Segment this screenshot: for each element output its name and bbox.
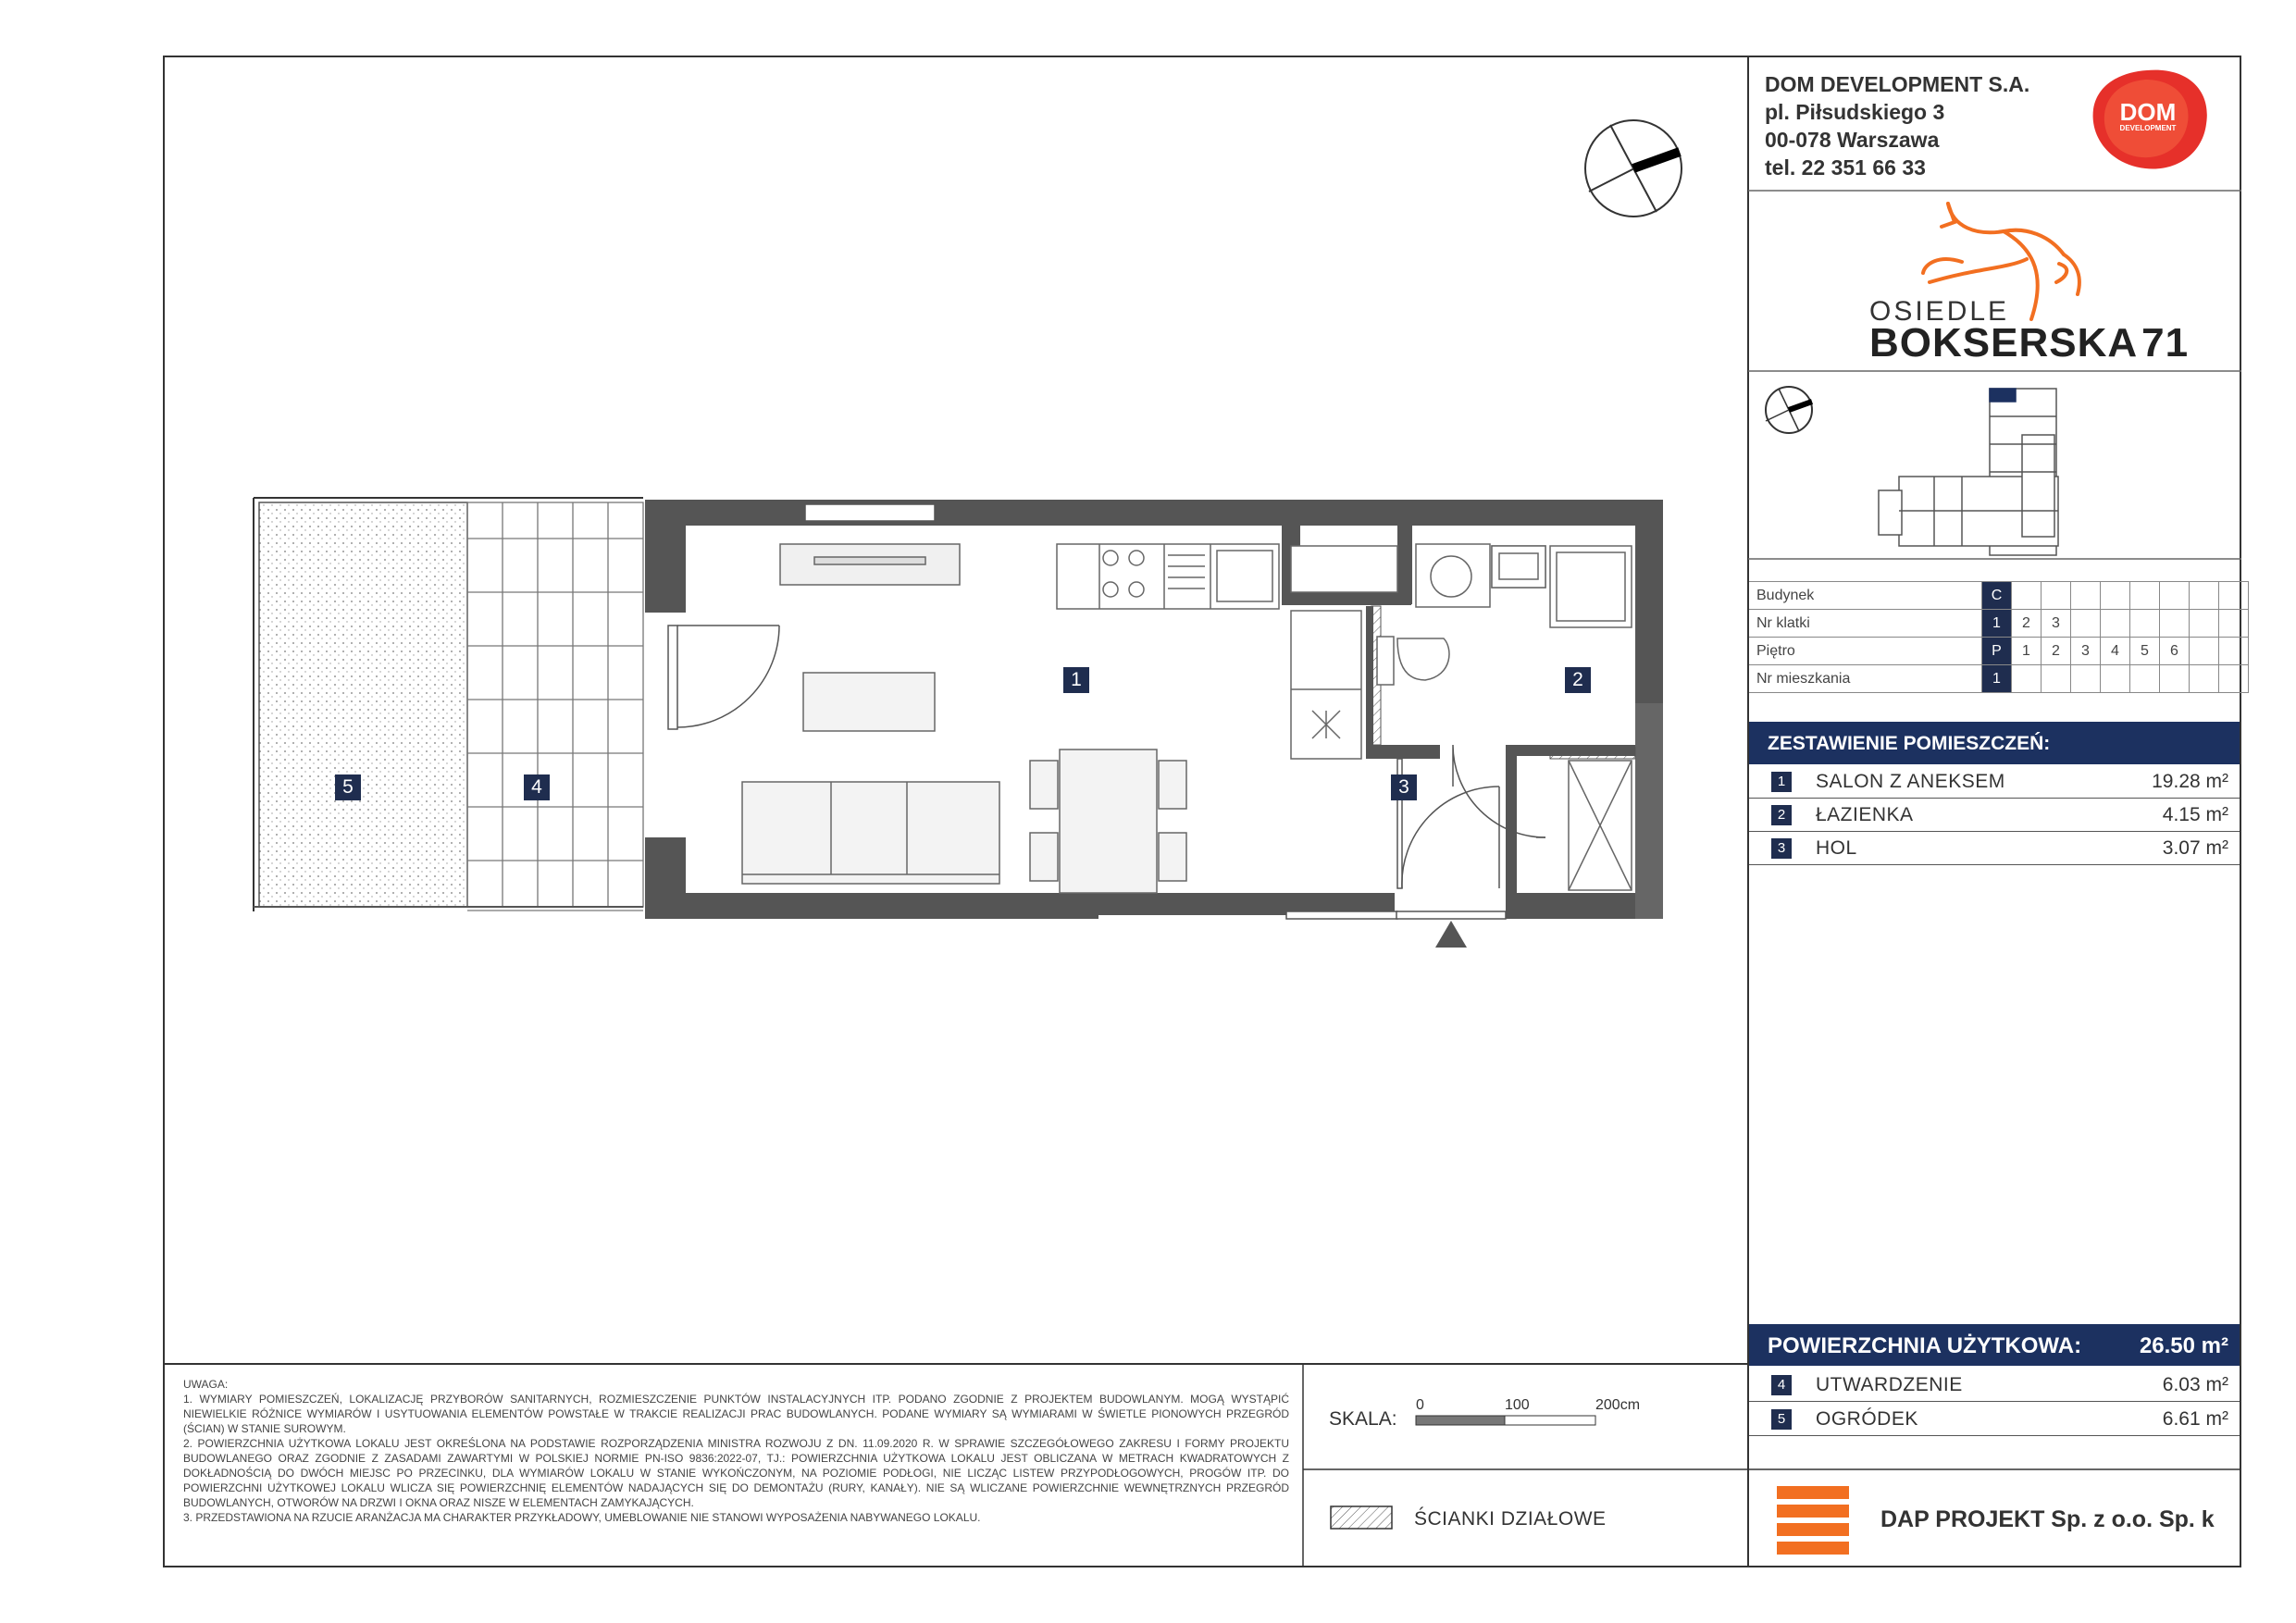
room-row (1749, 799, 2240, 832)
room-label-5: 5 (335, 774, 361, 800)
room-area: 3.07 m² (2162, 837, 2228, 859)
pietro-value-p: P (1982, 638, 2012, 665)
pietro-value-6: 6 (2160, 638, 2190, 665)
room-area: 4.15 m² (2162, 804, 2228, 825)
budynek-row (1749, 582, 2249, 610)
klatka-value-2: 2 (2012, 610, 2042, 638)
hatch-legend-swatch (1331, 1506, 1392, 1529)
scale-bar (1416, 1416, 1595, 1425)
scale-tick-200: 200cm (1595, 1397, 1641, 1413)
klatka-value-1: 1 (1982, 610, 2012, 638)
scale-tick-100: 100 (1505, 1397, 1530, 1413)
room-label-1: 1 (1063, 667, 1089, 693)
budynek-label: Budynek (1749, 582, 1982, 610)
dom-logo-text: DOM (2119, 98, 2177, 126)
extra-area: 6.61 m² (2162, 1408, 2228, 1430)
pietro-value-4: 4 (2101, 638, 2130, 665)
bathroom-fixtures (1377, 544, 1632, 890)
powierzchnia-value: 26.50 m² (2139, 1333, 2228, 1358)
pietro-value-2: 2 (2042, 638, 2071, 665)
company-address (1765, 70, 2029, 181)
notes-block (183, 1377, 1289, 1525)
room-label-3: 3 (1391, 774, 1417, 800)
room-name: HOL (1816, 837, 1857, 859)
project-name-text: BOKSERSKA (1869, 320, 2139, 365)
terrace-area (467, 502, 643, 907)
extra-name: OGRÓDEK (1816, 1408, 1918, 1430)
klatka-label: Nr klatki (1749, 610, 1982, 638)
extra-row (1749, 1369, 2240, 1402)
note-item: 1. WYMIARY POMIESZCZEŃ, LOKALIZACJĘ PRZYBORÓW SANITARNYCH, ROZMIESZCZENIE PUNKTÓW INSTALACYJNYCH ITP. PODANO ZGODNIE Z PROJEKTEM BUDOWLANYM. MOGĄ WYSTĄPIĆ NIEWIELKIE RÓŻNICE WYMIARÓW I USYTUOWANIA ELEMENTÓW POWSTAŁE W TRAKCIE REALIZACJI PRAC BUDOWLANYCH. PODANE WYMIARY SĄ WYMIARAMI W ŚWIETLE PIONOWYCH PRZEGRÓD (ŚCIAN) W STANIE SUROWYM. (183, 1393, 1289, 1435)
mieszkanie-value: 1 (1982, 665, 2012, 693)
project-number: 71 (2141, 320, 2190, 365)
compass-small-icon (1766, 387, 1812, 433)
pietro-value-3: 3 (2071, 638, 2101, 665)
budynek-value: C (1982, 582, 2012, 610)
extra-row (1749, 1403, 2240, 1436)
room-label-4: 4 (524, 774, 550, 800)
company-city: 00-078 Warszawa (1765, 128, 1940, 152)
scianki-legend-label: ŚCIANKI DZIAŁOWE (1414, 1508, 1607, 1530)
scale-label: SKALA: (1329, 1408, 1397, 1430)
pietro-label: Piętro (1749, 638, 1982, 665)
room-num: 2 (1771, 805, 1792, 825)
powierzchnia-bar (1749, 1324, 2240, 1366)
living-furniture (742, 673, 999, 884)
company-name: DOM DEVELOPMENT S.A. (1765, 72, 2030, 96)
mieszkanie-row (1749, 665, 2249, 693)
dom-logo-subtext: DEVELOPMENT (2119, 124, 2177, 132)
pietro-value-1: 1 (2012, 638, 2042, 665)
room-num: 3 (1771, 838, 1792, 859)
extra-area: 6.03 m² (2162, 1374, 2228, 1395)
klatka-row (1749, 610, 2249, 638)
dining-set (1030, 750, 1186, 893)
project-name (1869, 320, 2189, 366)
compass-icon (1585, 120, 1682, 217)
klatka-value-3: 3 (2042, 610, 2071, 638)
room-area: 19.28 m² (2152, 771, 2228, 792)
notes-title: UWAGA: (183, 1378, 229, 1391)
project-osiedle: OSIEDLE (1869, 296, 2010, 327)
unit-info-table (1749, 581, 2249, 693)
room-label-2: 2 (1565, 667, 1591, 693)
key-plan-icon (1879, 389, 2058, 555)
company-street: pl. Piłsudskiego 3 (1765, 100, 1945, 124)
scale-tick-0: 0 (1416, 1397, 1424, 1413)
designer-name: DAP PROJEKT Sp. z o.o. Sp. k (1880, 1506, 2215, 1532)
room-name: ŁAZIENKA (1816, 804, 1914, 825)
room-row (1749, 832, 2240, 865)
extra-name: UTWARDZENIE (1816, 1374, 1963, 1395)
garden-area (259, 502, 467, 907)
extra-num: 5 (1771, 1409, 1792, 1430)
entrance-arrow-icon (1435, 921, 1467, 948)
room-num: 1 (1771, 772, 1792, 792)
extra-num: 4 (1771, 1375, 1792, 1395)
mieszkanie-label: Nr mieszkania (1749, 665, 1982, 693)
company-phone: tel. 22 351 66 33 (1765, 155, 1926, 180)
pietro-row (1749, 638, 2249, 665)
room-row (1749, 765, 2240, 799)
note-item: 2. POWIERZCHNIA UŻYTKOWA LOKALU JEST OKREŚLONA NA PODSTAWIE ROZPORZĄDZENIA MINISTRA ROZWOJU Z DN. 11.09.2020 R. W SPRAWIE SZCZEGÓŁOWEGO ZAKRESU I FORMY PROJEKTU BUDOWLANEGO ORAZ ZGODNIE Z ZASADAMI ZAWARTYMI W POLSKIEJ NORMIE PN-ISO 9836:2022-07, TJ.: POWIERZCHNIA UŻYTKOWA LOKALU JEST OBLICZANA W METRACH KWADRATOWYCH Z DOKŁADNOŚCIĄ DO DWÓCH MIEJSC PO PRZECINKU, DLA WYMIARÓW LOKALU W STANIE WYKOŃCZONYM, NA POZIOMIE PODŁOGI, NIE LICZĄC LISTEW PRZYPODŁOGOWYCH, PROGÓW ITP. DO POWIERZCHNI UŻYTKOWEJ LOKALU WLICZA SIĘ POWIERZCHNIĘ ELEMENTÓW NADAJĄCYCH SIĘ DO DEMONTAŻU (RURY, KANAŁY). NIE SĄ WLICZANE POWIERZCHNIE WEWNĘTRZNYCH PRZEGRÓD BUDOWLANYCH, OTWORÓW NA DRZWI I OKNA ORAZ NISZE W ELEMENTACH ZAMYKAJĄCYCH. (183, 1437, 1289, 1509)
dap-logo-icon (1777, 1486, 1849, 1555)
room-name: SALON Z ANEKSEM (1816, 771, 2005, 792)
pietro-value-5: 5 (2130, 638, 2160, 665)
zestawienie-title: ZESTAWIENIE POMIESZCZEŃ: (1749, 722, 2240, 764)
powierzchnia-label: POWIERZCHNIA UŻYTKOWA: (1768, 1333, 2082, 1358)
note-item: 3. PRZEDSTAWIONA NA RZUCIE ARANŻACJA MA CHARAKTER PRZYKŁADOWY, UMEBLOWANIE NIE STANOWI WYPOSAŻENIA NABYWANEGO LOKALU. (183, 1511, 981, 1524)
